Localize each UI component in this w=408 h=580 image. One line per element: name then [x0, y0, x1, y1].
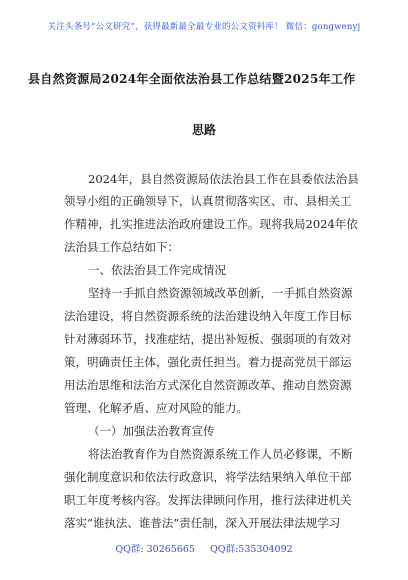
body-line: 强化制度意识和依法行政意识，将学法结果纳入单位干部: [64, 470, 352, 484]
body-line: 法治县工作总结如下：: [64, 240, 179, 254]
body-line: 落实“谁执法、谁普法”责任制，深入开展法律法规学习: [64, 516, 341, 530]
document-title-line-1: 县自然资源局2024年全面依法治县工作总结暨2025年工作: [28, 72, 356, 86]
body-line: 坚持一手抓自然资源领域改革创新，一手抓自然资源: [88, 286, 353, 300]
body-line: 将法治教育作为自然资源系统工作人员必修课，不断: [88, 447, 353, 461]
footer-qq-group-1: QQ群: 30265665: [115, 544, 195, 555]
body-line: 领导小组的正确领导下，认真贯彻落实区、市、县相关工: [64, 194, 352, 208]
body-line: 针对薄弱环节，找准症结，提出补短板、强弱项的有效对: [64, 332, 352, 346]
section-heading: 一、依法治县工作完成情况: [88, 263, 226, 277]
header-promo-note: 关注头条号“公文研究”，获得最新最全最专业的公文资料库！ 微信：gongwenyj: [47, 22, 361, 32]
document-title-line-2: 思路: [191, 123, 216, 137]
body-line: 用法治思维和法治方式深化自然资源改革、推动自然资源: [64, 378, 352, 392]
body-line: 策，明确责任主体，强化责任担当。着力提高党员干部运: [64, 355, 352, 369]
body-line: 作精神，扎实推进法治政府建设工作。现将我局2024年依: [64, 217, 358, 231]
body-line: 法治建设，将自然资源系统的法治建设纳入年度工作目标: [64, 309, 352, 323]
footer-contact: [0, 541, 408, 555]
body-line: 职工年度考核内容。发挥法律顾问作用，推行法律进机关: [64, 493, 352, 507]
body-line: 2024年，县自然资源局依法治县工作在县委依法治县: [88, 172, 359, 186]
body-line: 管理、化解矛盾、应对风险的能力。: [64, 401, 248, 415]
footer-qq-group-2: QQ群:535304092: [210, 544, 293, 555]
subsection-heading: （一）加强法治教育宣传: [88, 424, 215, 438]
